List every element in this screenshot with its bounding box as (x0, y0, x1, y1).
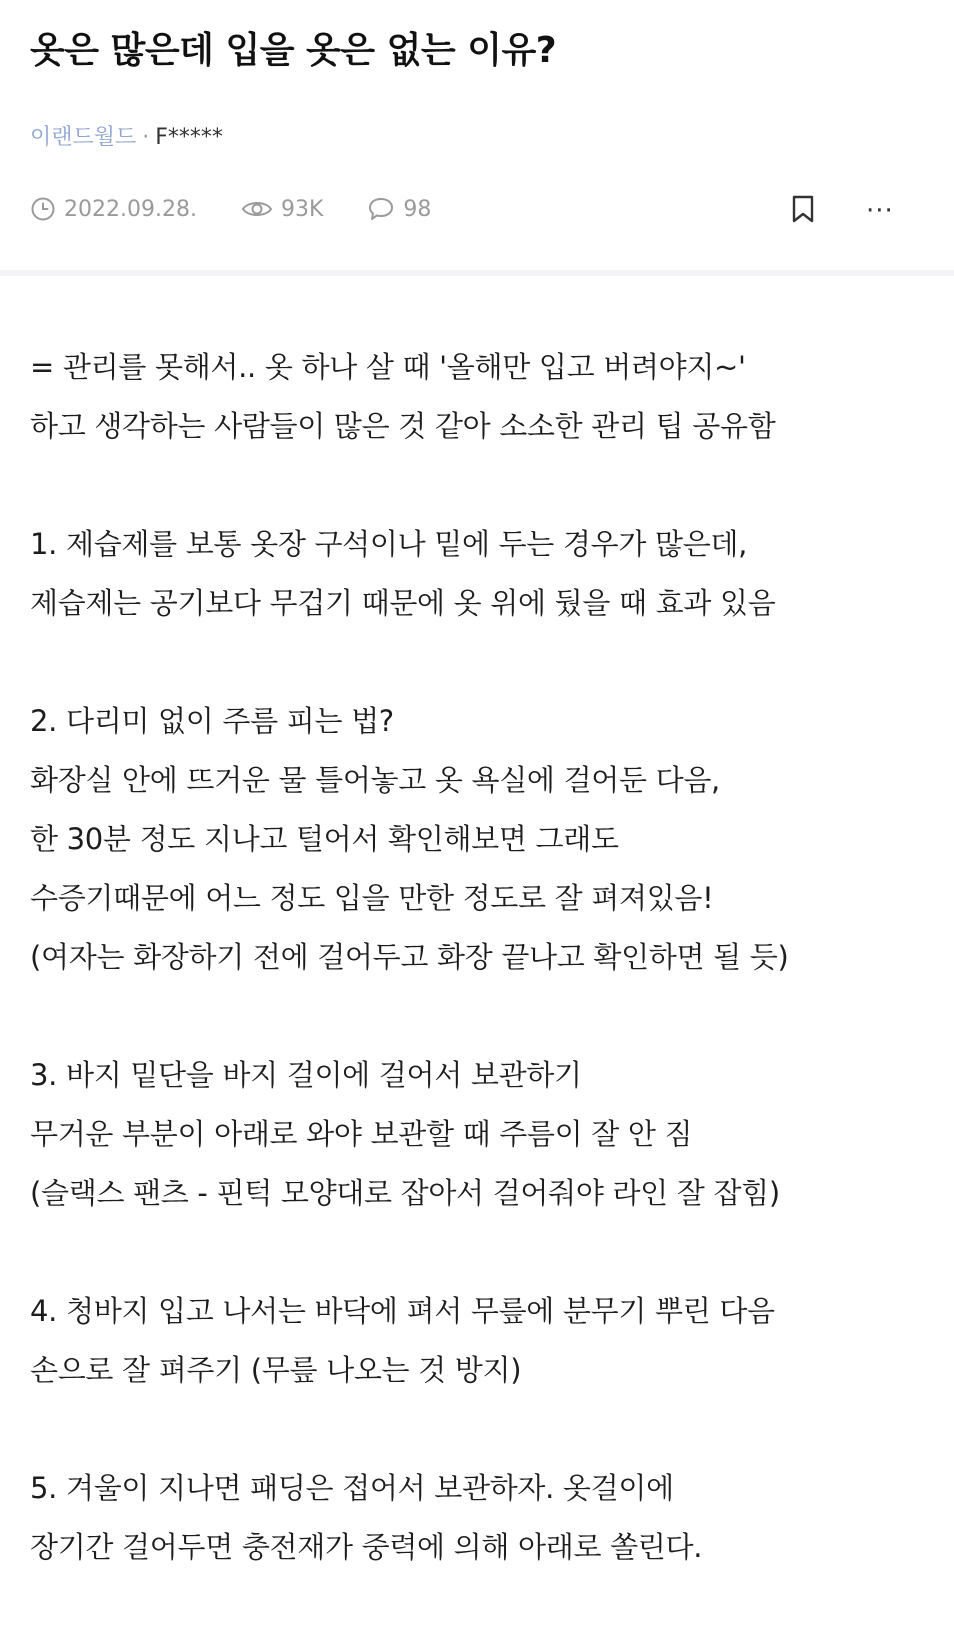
bookmark-icon (790, 194, 816, 224)
content-line: 장기간 걸어두면 충전재가 중력에 의해 아래로 쏠린다. (30, 1530, 703, 1564)
author-name[interactable]: F***** (155, 125, 223, 150)
content-line: 3. 바지 밑단을 바지 걸이에 걸어서 보관하기 (30, 1058, 582, 1092)
byline-separator: · (142, 125, 150, 150)
content-line: 4. 청바지 입고 나서는 바닥에 펴서 무릎에 분무기 뿌린 다음 (30, 1294, 775, 1328)
date-text: 2022.09.28. (64, 196, 197, 222)
board-link[interactable]: 이랜드월드 (30, 125, 137, 150)
more-options-button[interactable] (866, 196, 894, 226)
eye-icon (241, 198, 273, 220)
content-line: 수증기때문에 어느 정도 입을 만한 정도로 잘 펴져있음! (30, 881, 714, 915)
content-paragraph (30, 515, 930, 633)
post-views (241, 197, 323, 222)
bookmark-button[interactable] (790, 194, 816, 228)
more-dots-icon: ··· (866, 196, 894, 226)
section-divider (0, 270, 954, 276)
comments-count: 98 (403, 196, 432, 222)
byline (30, 120, 223, 151)
content-line: = 관리를 못해서.. 옷 하나 살 때 '올해만 입고 버려야지~' (30, 350, 746, 384)
content-line: (슬랙스 팬츠 - 핀턱 모양대로 잡아서 걸어줘야 라인 잘 잡힘) (30, 1176, 780, 1210)
content-line: 하고 생각하는 사람들이 많은 것 같아 소소한 관리 팁 공유함 (30, 409, 776, 443)
content-line: (여자는 화장하기 전에 걸어두고 화장 끝나고 확인하면 될 듯) (30, 940, 789, 974)
post-date (30, 196, 197, 222)
content-line: 2. 다리미 없이 주름 피는 법? (30, 704, 394, 738)
content-line: 무거운 부분이 아래로 와야 보관할 때 주름이 잘 안 짐 (30, 1117, 693, 1151)
content-line: 5. 겨울이 지나면 패딩은 접어서 보관하자. 옷걸이에 (30, 1471, 674, 1505)
post-meta (30, 192, 475, 226)
post-title: 옷은 많은데 입을 옷은 없는 이유? (30, 30, 557, 71)
content-line: 화장실 안에 뜨거운 물 틀어놓고 옷 욕실에 걸어둔 다음, (30, 763, 720, 797)
content-paragraph (30, 1282, 930, 1400)
content-line: 제습제는 공기보다 무겁기 때문에 옷 위에 뒀을 때 효과 있음 (30, 586, 776, 620)
comment-bubble-icon (367, 196, 395, 222)
content-paragraph (30, 1046, 930, 1223)
content-paragraph (30, 338, 930, 456)
post-comments[interactable] (367, 196, 431, 222)
views-count: 93K (280, 196, 324, 222)
content-line: 한 30분 정도 지나고 털어서 확인해보면 그래도 (30, 822, 619, 856)
content-paragraph (30, 1459, 930, 1577)
clock-icon (30, 196, 56, 222)
content-paragraph (30, 692, 930, 987)
content-line: 1. 제습제를 보통 옷장 구석이나 밑에 두는 경우가 많은데, (30, 527, 748, 561)
post-content (30, 338, 930, 1636)
content-line: 손으로 잘 펴주기 (무릎 나오는 것 방지) (30, 1353, 522, 1387)
